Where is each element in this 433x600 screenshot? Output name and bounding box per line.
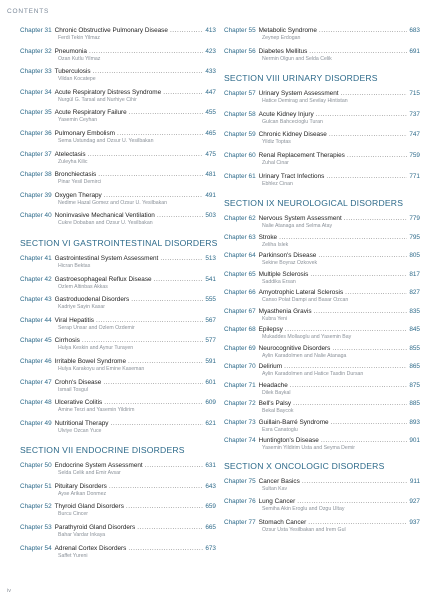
page-ref: 413 <box>205 27 216 34</box>
chapter-number: Chapter 55 <box>224 27 256 34</box>
page-ref: 541 <box>205 275 216 283</box>
chapter-number: Chapter 64 <box>224 252 256 260</box>
toc-entry[interactable] <box>224 518 420 539</box>
page-ref: 665 <box>205 524 216 532</box>
chapter-authors: Vildan Kocatepe <box>58 76 96 83</box>
chapter-authors: Saddika Ersan <box>262 278 296 285</box>
chapter-title: Stroke <box>258 233 278 241</box>
chapter-authors: Gulcan Bahcecioglu Turan <box>262 118 323 125</box>
chapter-authors: Ulviye Ozcan Yuce <box>58 427 102 434</box>
chapter-number: Chapter 50 <box>20 462 52 470</box>
leader-dots <box>111 419 204 428</box>
leader-dots <box>329 130 408 139</box>
page-ref: 433 <box>205 68 216 76</box>
page-ref: 747 <box>409 131 420 139</box>
entries-group <box>20 254 216 439</box>
chapter-number: Chapter 46 <box>20 357 52 365</box>
chapter-number: Chapter 69 <box>224 344 256 352</box>
chapter-title: Gastroduodenal Disorders <box>54 296 130 304</box>
chapter-number: Chapter 34 <box>20 88 52 96</box>
leader-dots <box>128 544 203 553</box>
toc-entry[interactable] <box>20 357 216 378</box>
page-ref: 555 <box>205 296 216 304</box>
leader-dots <box>347 151 407 160</box>
toc-entry[interactable] <box>20 523 216 544</box>
toc-entry[interactable] <box>20 191 216 212</box>
leader-dots <box>321 436 408 445</box>
leader-dots <box>284 362 407 371</box>
leader-dots <box>82 336 203 345</box>
page-ref: 937 <box>409 518 420 526</box>
chapter-title: Stomach Cancer <box>258 518 307 526</box>
leader-dots <box>290 381 408 390</box>
page-ref: 447 <box>205 88 216 96</box>
page-ref: 817 <box>409 270 420 278</box>
chapter-title: Acute Respiratory Distress Syndrome <box>54 88 162 96</box>
chapter-authors: Zeliha Islek <box>262 241 289 248</box>
chapter-number: Chapter 49 <box>20 419 52 427</box>
toc-entry[interactable] <box>224 251 420 270</box>
toc-entry[interactable] <box>20 336 216 357</box>
chapter-authors: Cukre Dobaban and Ozsur U. Yesilbakan <box>58 220 153 227</box>
chapter-title: Oxygen Therapy <box>54 191 102 199</box>
chapter-number: Chapter 45 <box>20 337 52 345</box>
leader-dots <box>345 288 407 297</box>
toc-entry[interactable] <box>224 151 420 172</box>
page-number: iv <box>7 588 11 594</box>
chapter-title: Myasthenia Gravis <box>258 307 312 315</box>
toc-entry[interactable] <box>20 211 216 232</box>
section-heading: SECTION IX NEUROLOGICAL DISORDERS <box>224 198 404 209</box>
chapter-authors: Ebhlez Cinan <box>262 180 293 187</box>
chapter-title: Endocrine System Assessment <box>54 462 143 470</box>
chapter-number: Chapter 71 <box>224 381 256 389</box>
chapter-number: Chapter 44 <box>20 316 52 324</box>
chapter-title: Acute Respiratory Failure <box>54 109 127 117</box>
leader-dots <box>137 523 203 532</box>
chapter-number: Chapter 35 <box>20 109 52 117</box>
chapter-title: Tuberculosis <box>54 68 91 76</box>
chapter-authors: Mukaddes Mollaoglu and Yasemin Bay <box>262 334 352 341</box>
page-ref: 737 <box>409 110 420 118</box>
toc-entry[interactable] <box>20 26 216 47</box>
leader-dots <box>285 325 408 334</box>
chapter-title: Gastrointestinal System Assessment <box>54 254 159 262</box>
chapter-title: Diabetes Mellitus <box>258 47 308 55</box>
chapter-title: Guillain-Barré Syndrome <box>258 418 329 426</box>
page-ref: 455 <box>205 109 216 117</box>
leader-dots <box>331 418 408 427</box>
chapter-title: Pituitary Disorders <box>54 482 107 490</box>
toc-entry[interactable] <box>224 47 420 68</box>
chapter-title: Delirium <box>258 363 283 371</box>
leader-dots <box>316 110 408 119</box>
page-ref: 659 <box>205 503 216 511</box>
chapter-authors: Esra Canatoglu <box>262 426 298 433</box>
toc-entry[interactable] <box>20 108 216 129</box>
chapter-authors: Ozlem Altinbas Akkas <box>58 283 108 290</box>
right-column <box>224 26 420 538</box>
toc-entry[interactable] <box>224 130 420 151</box>
toc-entry[interactable] <box>20 502 216 523</box>
chapter-number: Chapter 67 <box>224 307 256 315</box>
chapter-authors: Ozan Kutlu Yilmaz <box>58 55 101 62</box>
leader-dots <box>318 251 407 260</box>
chapter-title: Crohn's Disease <box>54 378 102 386</box>
chapter-title: Headache <box>258 381 288 389</box>
page-ref: 465 <box>205 129 216 137</box>
chapter-authors: Bahar Vardar Inkaya <box>58 532 106 539</box>
toc-entry[interactable] <box>20 275 216 296</box>
chapter-authors: Nedime Hazal Gomez and Ozsur U. Yesilbakan <box>58 199 167 206</box>
chapter-number: Chapter 33 <box>20 68 52 76</box>
page-ref: 591 <box>205 357 216 365</box>
leader-dots <box>163 88 203 97</box>
chapter-authors: Amine Terzi and Yasemin Yildirim <box>58 407 135 414</box>
leader-dots <box>109 482 203 491</box>
chapter-title: Gastroesophageal Reflux Disease <box>54 275 152 283</box>
chapter-authors: Hatice Demirag and Sevilay Hintistan <box>262 98 348 105</box>
toc-entry[interactable] <box>20 316 216 337</box>
leader-dots <box>89 47 203 56</box>
chapter-number: Chapter 36 <box>20 129 52 137</box>
page-ref: 577 <box>205 337 216 345</box>
chapter-number: Chapter 76 <box>224 498 256 506</box>
toc-entry[interactable] <box>20 67 216 88</box>
chapter-authors: Kadriye Sayin Kasar <box>58 304 105 311</box>
entries-group <box>20 26 216 232</box>
leader-dots <box>98 170 203 179</box>
chapter-title: Multiple Sclerosis <box>258 270 309 278</box>
chapter-title: Viral Hepatitis <box>54 316 94 324</box>
chapter-authors: Bekal Baycok <box>262 408 294 415</box>
leader-dots <box>319 26 407 35</box>
chapter-title: Cancer Basics <box>258 477 300 485</box>
chapter-title: Urinary System Assessment <box>258 90 339 98</box>
chapter-authors: Sekine Boyraz Ozkovek <box>262 260 318 267</box>
chapter-title: Nutritional Therapy <box>54 419 109 427</box>
chapter-number: Chapter 48 <box>20 399 52 407</box>
chapter-number: Chapter 41 <box>20 254 52 262</box>
chapter-number: Chapter 60 <box>224 151 256 159</box>
toc-entry[interactable] <box>224 497 420 518</box>
toc-entry[interactable] <box>20 378 216 399</box>
chapter-number: Chapter 75 <box>224 477 256 485</box>
chapter-authors: Dilek Baykal <box>262 389 291 396</box>
toc-entry[interactable] <box>224 307 420 326</box>
chapter-number: Chapter 42 <box>20 275 52 283</box>
toc-entry[interactable] <box>224 233 420 252</box>
chapter-title: Epilepsy <box>258 326 283 334</box>
chapter-authors: Pinar Yesil Demirci <box>58 179 102 186</box>
chapter-title: Cirrhosis <box>54 337 80 345</box>
toc-entry[interactable] <box>20 129 216 150</box>
chapter-authors: Saffet Yureni <box>58 552 88 559</box>
chapter-authors: Sultan Kav <box>262 485 288 492</box>
leader-dots <box>297 497 407 506</box>
toc-entry[interactable] <box>20 482 216 503</box>
chapter-title: Pulmonary Embolism <box>54 129 115 137</box>
toc-entry[interactable] <box>20 419 216 440</box>
toc-entry[interactable] <box>224 477 420 498</box>
chapter-number: Chapter 31 <box>20 27 52 34</box>
page-ref: 481 <box>205 171 216 179</box>
page-ref: 911 <box>409 477 420 485</box>
page-ref: 423 <box>205 47 216 55</box>
toc-entry[interactable] <box>20 254 216 275</box>
page-ref: 503 <box>205 212 216 220</box>
leader-dots <box>88 150 204 159</box>
chapter-title: Bronchiectasis <box>54 171 97 179</box>
section-heading: SECTION VIII URINARY DISORDERS <box>224 73 378 84</box>
leader-dots <box>96 316 203 325</box>
chapter-authors: Aylin Karadolmen and Nalie Atanaga <box>262 352 347 359</box>
entries-group <box>224 214 420 455</box>
leader-dots <box>279 233 407 242</box>
chapter-authors: Ferdi Tekin Yilmaz <box>58 35 100 41</box>
page-ref: 795 <box>409 233 420 241</box>
chapter-authors: Hulya Keskin and Aynur Turayen <box>58 345 134 352</box>
leader-dots <box>309 47 407 56</box>
leader-dots <box>310 270 407 279</box>
chapter-number: Chapter 63 <box>224 233 256 241</box>
chapter-title: Pneumonia <box>54 47 87 55</box>
toc-entry[interactable] <box>224 362 420 381</box>
chapter-number: Chapter 66 <box>224 289 256 297</box>
page-ref: 779 <box>409 215 420 223</box>
chapter-title: Parathyroid Gland Disorders <box>54 524 136 532</box>
page-ref: 759 <box>409 151 420 159</box>
chapter-authors: Kubra Yeni <box>262 315 288 322</box>
leader-dots <box>314 307 408 316</box>
chapter-authors: Hulya Karakoyu and Emine Kaseman <box>58 365 145 372</box>
chapter-authors: Serap Unsar and Ozlem Ozdemir <box>58 324 135 331</box>
chapter-number: Chapter 59 <box>224 131 256 139</box>
leader-dots <box>344 214 408 223</box>
leader-dots <box>104 191 204 200</box>
chapter-number: Chapter 77 <box>224 518 256 526</box>
leader-dots <box>302 477 408 486</box>
section-heading: SECTION VI GASTROINTESTINAL DISORDERS <box>20 237 218 248</box>
toc-entry[interactable] <box>20 47 216 68</box>
page-header: CONTENTS <box>7 8 50 15</box>
leader-dots <box>157 211 204 220</box>
leader-dots <box>170 26 203 35</box>
chapter-authors: Nermin Olgun and Selda Celik <box>262 55 332 62</box>
page-ref: 631 <box>205 462 216 470</box>
toc-entry[interactable] <box>224 214 420 233</box>
leader-dots <box>129 108 204 117</box>
chapter-title: Chronic Obstructive Pulmonary Disease <box>54 27 168 34</box>
chapter-number: Chapter 47 <box>20 378 52 386</box>
chapter-number: Chapter 61 <box>224 172 256 180</box>
page-ref: 643 <box>205 482 216 490</box>
chapter-title: Bell's Palsy <box>258 400 292 408</box>
chapter-number: Chapter 70 <box>224 363 256 371</box>
chapter-title: Renal Replacement Therapies <box>258 151 345 159</box>
entries-group <box>224 26 420 67</box>
chapter-title: Neurocognitive Disorders <box>258 344 331 352</box>
chapter-title: Chronic Kidney Disease <box>258 131 327 139</box>
page-ref: 865 <box>409 363 420 371</box>
chapter-title: Thyroid Gland Disorders <box>54 503 124 511</box>
chapter-title: Acute Kidney Injury <box>258 110 314 118</box>
toc-entry[interactable] <box>20 88 216 109</box>
chapter-number: Chapter 57 <box>224 90 256 98</box>
chapter-title: Urinary Tract Infections <box>258 172 325 180</box>
chapter-authors: Selda Celik and Emir Avsar <box>58 470 121 477</box>
chapter-number: Chapter 39 <box>20 191 52 199</box>
chapter-authors: Nurgül G. Tarsal and Nurhiye Cihir <box>58 96 137 103</box>
page-ref: 621 <box>205 419 216 427</box>
toc-entry[interactable] <box>224 418 420 437</box>
chapter-authors: Ayse Arikan Donmez <box>58 490 107 497</box>
chapter-number: Chapter 53 <box>20 524 52 532</box>
chapter-authors: Zeynep Erdogan <box>262 35 301 41</box>
entries-group <box>20 461 216 564</box>
chapter-number: Chapter 65 <box>224 270 256 278</box>
page-ref: 835 <box>409 307 420 315</box>
chapter-title: Irritable Bowel Syndrome <box>54 357 127 365</box>
chapter-number: Chapter 58 <box>224 110 256 118</box>
toc-entry[interactable] <box>20 150 216 171</box>
chapter-title: Nervous System Assessment <box>258 215 342 223</box>
chapter-number: Chapter 56 <box>224 47 256 55</box>
toc-entry[interactable] <box>224 399 420 418</box>
leader-dots <box>160 254 203 263</box>
leader-dots <box>117 129 203 138</box>
chapter-authors: Zuhal Cinar <box>262 159 289 166</box>
chapter-authors: Semiha Akin Eroglu and Ozgu Ultay <box>262 506 345 513</box>
page-ref: 875 <box>409 381 420 389</box>
chapter-authors: Yasemin Ceyhan <box>58 117 98 124</box>
chapter-authors: Aylin Karadolmen and Hatice Tasdin Dursan <box>262 371 364 378</box>
chapter-number: Chapter 38 <box>20 171 52 179</box>
toc-entry[interactable] <box>20 461 216 482</box>
toc-entry[interactable] <box>224 110 420 131</box>
chapter-number: Chapter 72 <box>224 400 256 408</box>
chapter-authors: Yildiz Toptas <box>262 139 291 146</box>
toc-entry[interactable] <box>224 344 420 363</box>
chapter-authors: Nalie Atanaga and Selma Atay <box>262 223 333 230</box>
chapter-number: Chapter 74 <box>224 437 256 445</box>
chapter-number: Chapter 54 <box>20 544 52 552</box>
chapter-number: Chapter 32 <box>20 47 52 55</box>
chapter-authors: Canso Polat Dampi and Basar Ozcan <box>262 297 349 304</box>
page-ref: 885 <box>409 400 420 408</box>
chapter-authors: Burcu Cincer <box>58 511 88 518</box>
page-ref: 601 <box>205 378 216 386</box>
leader-dots <box>326 172 407 181</box>
chapter-number: Chapter 51 <box>20 482 52 490</box>
toc-entry[interactable] <box>224 26 420 47</box>
toc-entry[interactable] <box>224 270 420 289</box>
toc-entry[interactable] <box>20 295 216 316</box>
leader-dots <box>332 344 407 353</box>
chapter-authors: Sema Ustundag and Ozsur U. Yesilbakan <box>58 137 154 144</box>
chapter-title: Ulcerative Colitis <box>54 399 103 407</box>
chapter-number: Chapter 40 <box>20 212 52 220</box>
chapter-title: Atelectasis <box>54 150 86 158</box>
toc-entry[interactable] <box>224 172 420 193</box>
leader-dots <box>126 502 203 511</box>
chapter-number: Chapter 37 <box>20 150 52 158</box>
page-ref: 855 <box>409 344 420 352</box>
leader-dots <box>154 275 204 284</box>
page-ref: 567 <box>205 316 216 324</box>
chapter-authors: Zuleyha Kilic <box>58 158 88 165</box>
chapter-number: Chapter 52 <box>20 503 52 511</box>
page-ref: 771 <box>409 172 420 180</box>
toc-entry[interactable] <box>224 89 420 110</box>
chapter-authors: Ozsur Usta Yesilbakan and Irem Gul <box>262 526 346 533</box>
chapter-number: Chapter 68 <box>224 326 256 334</box>
toc-entry[interactable] <box>224 325 420 344</box>
leader-dots <box>93 67 204 76</box>
page-ref: 715 <box>409 90 420 98</box>
section-heading: SECTION VII ENDOCRINE DISORDERS <box>20 445 185 456</box>
leader-dots <box>145 461 204 470</box>
leader-dots <box>131 295 203 304</box>
chapter-title: Lung Cancer <box>258 498 296 506</box>
page-ref: 901 <box>409 437 420 445</box>
page-ref: 927 <box>409 498 420 506</box>
entries-group <box>224 89 420 192</box>
leader-dots <box>104 398 203 407</box>
leader-dots <box>293 399 407 408</box>
chapter-title: Metabolic Syndrome <box>258 27 317 34</box>
toc-entry[interactable] <box>20 170 216 191</box>
left-column <box>20 26 216 564</box>
page-ref: 691 <box>409 47 420 55</box>
chapter-authors: Ismail Tosgul <box>58 386 88 393</box>
leader-dots <box>308 518 407 527</box>
chapter-title: Amyotrophic Lateral Sclerosis <box>258 289 344 297</box>
section-heading: SECTION X ONCOLOGIC DISORDERS <box>224 460 385 471</box>
page-ref: 805 <box>409 252 420 260</box>
toc-entry[interactable] <box>224 288 420 307</box>
entries-group <box>224 477 420 539</box>
leader-dots <box>341 89 408 98</box>
page-ref: 683 <box>409 27 420 34</box>
page-ref: 893 <box>409 418 420 426</box>
chapter-authors: Yasemin Yildirim Usta and Seyma Demir <box>262 445 356 452</box>
toc-entry[interactable] <box>224 381 420 400</box>
chapter-title: Adrenal Cortex Disorders <box>54 544 127 552</box>
chapter-number: Chapter 43 <box>20 296 52 304</box>
page-ref: 845 <box>409 326 420 334</box>
page-ref: 491 <box>205 191 216 199</box>
toc-entry[interactable] <box>20 398 216 419</box>
chapter-number: Chapter 73 <box>224 418 256 426</box>
chapter-title: Noninvasive Mechanical Ventilation <box>54 212 155 220</box>
chapter-authors: Hicran Bektas <box>58 262 91 269</box>
chapter-number: Chapter 62 <box>224 215 256 223</box>
page-ref: 475 <box>205 150 216 158</box>
leader-dots <box>128 357 203 366</box>
page-ref: 827 <box>409 289 420 297</box>
page-ref: 609 <box>205 399 216 407</box>
leader-dots <box>103 378 203 387</box>
chapter-title: Huntington's Disease <box>258 437 319 445</box>
page-ref: 673 <box>205 544 216 552</box>
chapter-title: Parkinson's Disease <box>258 252 317 260</box>
toc-entry[interactable] <box>224 436 420 455</box>
page-ref: 513 <box>205 254 216 262</box>
toc-entry[interactable] <box>20 544 216 565</box>
